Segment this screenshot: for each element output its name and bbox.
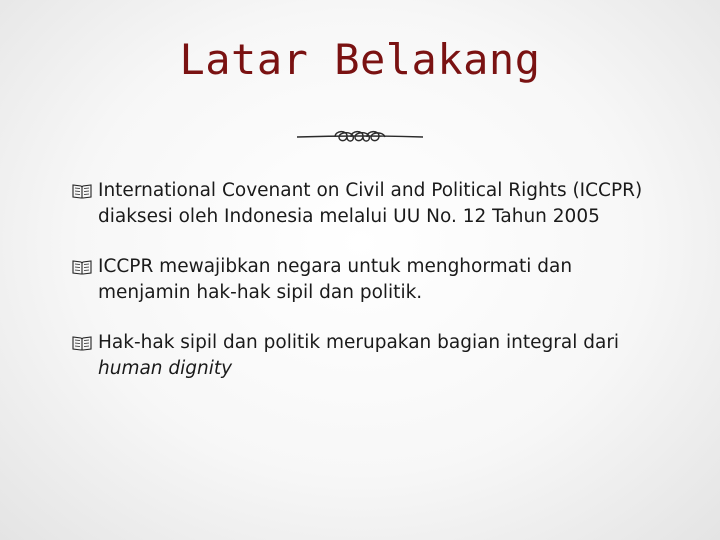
bullet-text-italic: human dignity [98, 358, 233, 379]
book-icon [72, 335, 92, 351]
bullet-text: ICCPR mewajibkan negara untuk menghormati dan menjamin hak-hak sipil dan politik. [98, 256, 573, 303]
slide-title: Latar Belakang [179, 35, 541, 84]
bullet-item [70, 254, 670, 306]
book-icon [72, 183, 92, 199]
bullet-text-plain: Hak-hak sipil dan politik merupakan bagian integral dari [98, 332, 620, 353]
bullet-text: International Covenant on Civil and Political Rights (ICCPR) diaksesi oleh Indonesia melalui UU No. 12 Tahun 2005 [98, 180, 643, 227]
bullet-list [70, 178, 670, 406]
flourish-divider-icon [295, 124, 425, 150]
bullet-text [98, 332, 619, 379]
book-icon [72, 259, 92, 275]
bullet-item [70, 330, 670, 382]
bullet-item [70, 178, 670, 230]
